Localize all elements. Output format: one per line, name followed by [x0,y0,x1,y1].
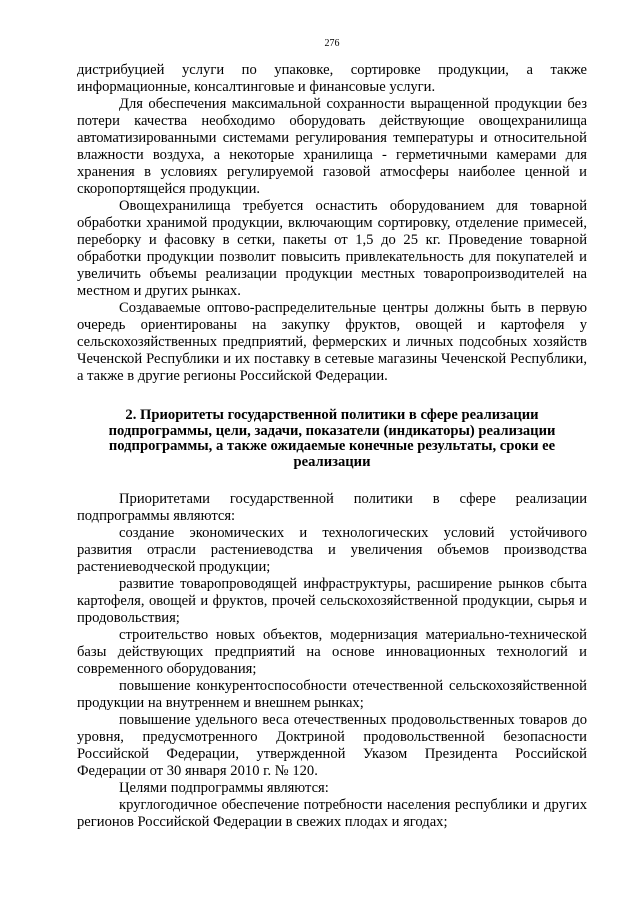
list-item-priority-4: повышение конкурентоспособности отечественной сельскохозяйственной продукции на внутреннем и внешнем рынках; [77,678,587,711]
list-item-goal-1: круглогодичное обеспечение потребности населения республики и других регионов Российской Федерации в свежих плодах и ягодах; [77,797,587,830]
list-item-priority-3: строительство новых объектов, модернизация материально-технической базы действующих предприятий на основе инновационных технологий и современного оборудования; [77,627,587,677]
page-number: 276 [324,38,340,49]
paragraph-product-processing: Овощехранилища требуется оснастить оборудованием для товарной обработки хранимой продукции, включающим сортировку, отделение примесей, переборку и фасовку в сетки, пакеты от 1,5 до 25 кг. Проведение товарной обработки продукции позволит повысить привлекательность для покупателей и увеличить объемы реализации продукции местных товаропроизводителей на местном и других рынках. [77,198,587,299]
paragraph-goals-intro: Целями подпрограммы являются: [119,780,329,796]
paragraph-distribution-centers: Создаваемые оптово-распределительные центры должны быть в первую очередь ориентированы на закупку фруктов, овощей и картофеля у сельскохозяйственных предприятий, фермерских и личных подсобных хозяйств Чеченской Республики и их поставку в сетевые магазины Чеченской Республики, а также в другие регионы Российской Федерации. [77,300,587,384]
paragraph-storage-equipment: Для обеспечения максимальной сохранности выращенной продукции без потери качества необходимо оборудовать действующие овощехранилища автоматизированными системами регулирования температуры и относительной влажности воздуха, а некоторые хранилища - герметичными камерами для хранения в условиях регулируемой газовой атмосферы наиболее ценной и скоропортящейся продукции. [77,96,587,197]
paragraph-priorities-intro: Приоритетами государственной политики в сфере реализации подпрограммы являются: [77,491,587,524]
list-item-priority-2: развитие товаропроводящей инфраструктуры, расширение рынков сбыта картофеля, овощей и фруктов, прочей сельскохозяйственной продукции, сырья и продовольствия; [77,576,587,626]
paragraph-continuation: дистрибуцией услуги по упаковке, сортировке продукции, а также информационные, консалтинговые и финансовые услуги. [77,62,587,95]
list-item-priority-1: создание экономических и технологических условий устойчивого развития отрасли растениеводства и увеличения объемов производства растениеводческой продукции; [77,525,587,575]
section-heading: 2. Приоритеты государственной политики в сфере реализации подпрограммы, цели, задачи, показатели (индикаторы) реализации подпрограммы, а также ожидаемые конечные результаты, сроки ее реализации [108,407,556,470]
document-body [77,62,587,831]
list-item-priority-5: повышение удельного веса отечественных продовольственных товаров до уровня, предусмотренного Доктриной продовольственной безопасности Российской Федерации, утвержденной Указом Президента Российской Федерации от 30 января 2010 г. № 120. [77,712,587,779]
